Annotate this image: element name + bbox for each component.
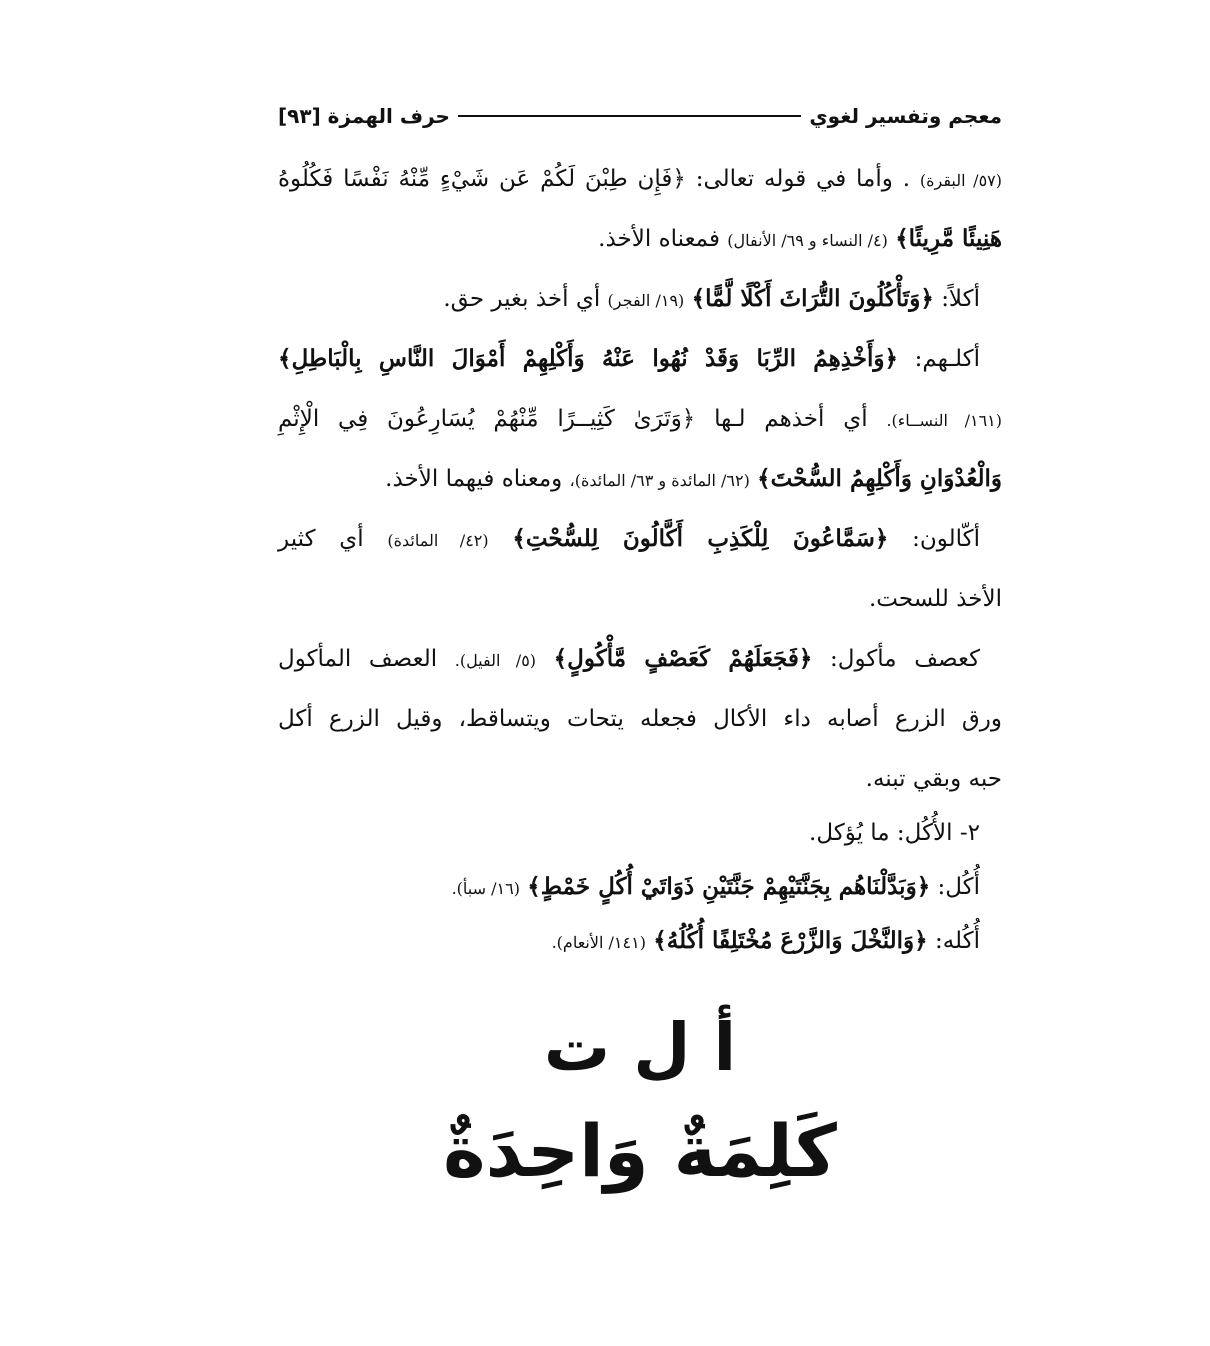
quran-verse: ﴿وَبَدَّلْنَاهُم بِجَنَّتَيْهِمْ جَنَّتَيْنِ ذَوَاتَيْ أُكُلٍ خَمْطٍ﴾: [527, 873, 931, 900]
line-text: حبه وبقي تبنه.: [865, 766, 1002, 792]
text-line: [278, 284, 1002, 316]
line-text: ومعناه فيهما الأخذ.: [385, 466, 563, 492]
line-text: ورق الزرع أصابه داء الأكال فجعله يتحات ويتساقط، وقيل الزرع أكل: [278, 706, 1002, 732]
entry-term: أكلاً:: [941, 286, 980, 312]
line-text: أي أخذ بغير حق.: [443, 286, 601, 312]
root-subtitle-heading: كَلِمَةٌ وَاحِدَةٌ: [443, 1109, 837, 1193]
text-line: [278, 344, 1002, 374]
text-line: [278, 584, 1002, 614]
quran-verse: هَنِيئًا مَّرِيئًا﴾: [895, 225, 1002, 252]
line-text: أي أخذهم لـها ﴿وَتَرَىٰ كَثِيــرًا مِّنْهُمْ يُسَارِعُونَ فِي الْإِثْمِ: [278, 406, 868, 432]
text-line: [278, 704, 1002, 734]
subsection-heading: ٢- الأُكُل: ما يُؤكل.: [809, 820, 980, 846]
verse-reference: (١٩/ الفجر): [607, 291, 685, 310]
text-line: [278, 164, 1002, 196]
quran-verse: ﴿فَجَعَلَهُمْ كَعَصْفٍ مَّأْكُولٍ﴾: [553, 645, 813, 672]
header-rule: [458, 115, 801, 117]
line-text: أي كثير: [278, 526, 364, 552]
text-line: [278, 524, 1002, 556]
quran-verse: ﴿وَأَخْذِهِمُ الرِّبَا وَقَدْ نُهُوا عَنْهُ وَأَكْلِهِمْ أَمْوَالَ النَّاسِ بِالْبَاطِلِ﴾: [278, 345, 898, 372]
book-page: [278, 96, 1002, 1306]
line-text: الأخذ للسحت.: [869, 586, 1002, 612]
quran-verse: وَالْعُدْوَانِ وَأَكْلِهِمُ السُّحْتَ﴾: [757, 465, 1002, 492]
section-and-page-number: حرف الهمزة [٩٣]: [278, 104, 450, 128]
entry-term: كعصف مأكول:: [830, 646, 981, 672]
line-text: العصف المأكول: [278, 646, 438, 672]
quran-verse: ﴿سَمَّاعُونَ لِلْكَذِبِ أَكَّالُونَ لِلسُّحْتِ﴾: [512, 525, 889, 552]
quran-verse: ﴿وَالنَّخْلَ وَالزَّرْعَ مُخْتَلِفًا أُكُلُهُ﴾: [653, 927, 928, 954]
verse-reference: (٤٢/ المائدة): [387, 531, 489, 550]
entry-term: أكّالون:: [912, 526, 981, 552]
text-line: [278, 464, 1002, 496]
text-line: [278, 404, 1002, 436]
entry-term: أُكُله:: [934, 928, 980, 954]
line-text: فمعناه الأخذ.: [598, 226, 720, 252]
text-line: [278, 644, 1002, 676]
verse-reference: (٤/ النساء و ٦٩/ الأنفال): [727, 231, 888, 250]
root-letters-heading: أ ل ت: [543, 1009, 737, 1086]
entry-term: أُكُل:: [937, 874, 980, 900]
quran-verse: ﴿وَتَأْكُلُونَ التُّرَاثَ أَكْلًا لَّمًّا﴾: [691, 285, 934, 312]
line-text: . وأما في قوله تعالى: ﴿فَإِن طِبْنَ لَكُمْ عَن شَيْءٍ مِّنْهُ نَفْسًا فَكُلُوهُ: [278, 166, 911, 192]
verse-reference: (١٦١/ النســاء).: [886, 411, 1002, 430]
text-line: [278, 764, 1002, 794]
text-line: [278, 926, 1002, 958]
verse-reference: (٥٧/ البقرة): [919, 171, 1002, 190]
text-line: [278, 872, 1002, 904]
running-header: [278, 100, 1002, 132]
entry-term: أكلـهم:: [914, 346, 981, 372]
verse-reference: (٥/ الفيل).: [454, 651, 537, 670]
verse-reference: (١٤١/ الأنعام).: [551, 933, 646, 952]
text-line: [278, 224, 1002, 256]
text-line: [278, 818, 1002, 848]
book-title: معجم وتفسير لغوي: [809, 104, 1002, 128]
verse-reference: (٦٢/ المائدة و ٦٣/ المائدة)،: [569, 471, 750, 490]
verse-reference: (١٦/ سبأ).: [451, 879, 520, 898]
